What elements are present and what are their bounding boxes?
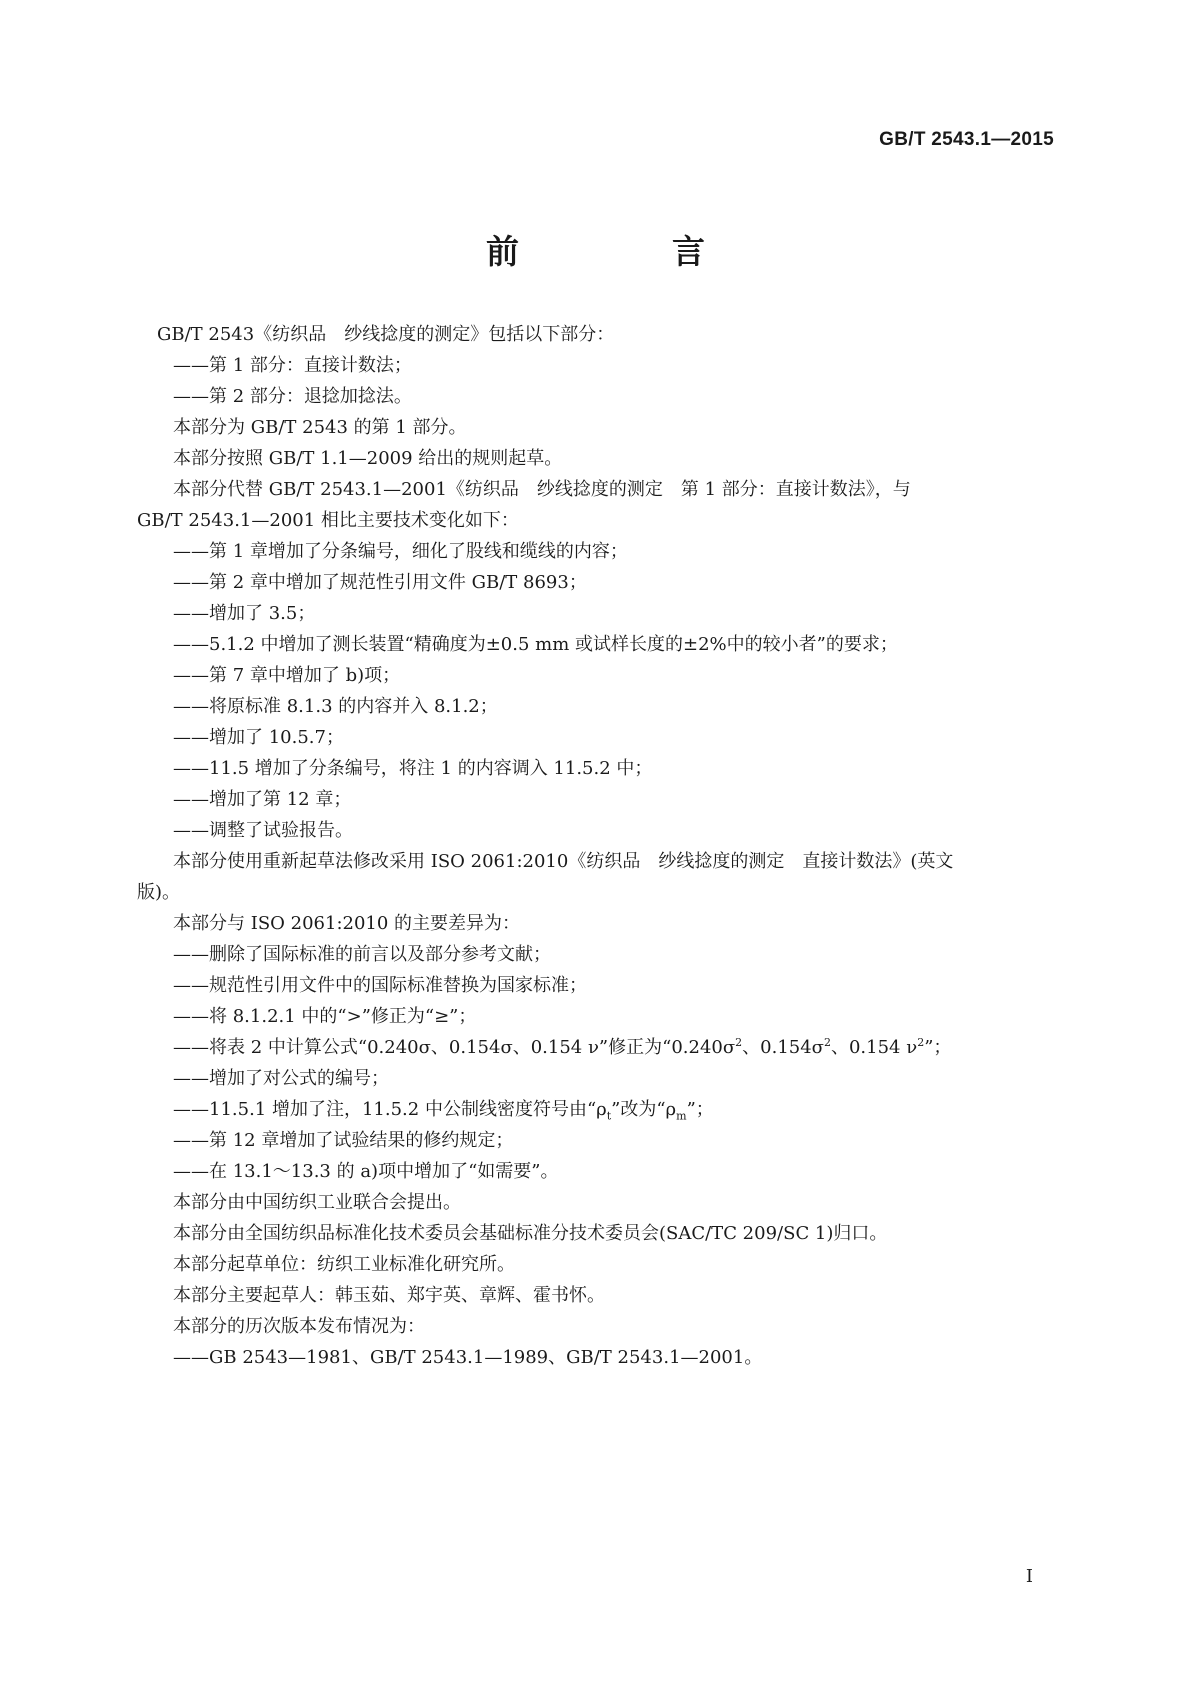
list-item: ——第 1 章增加了分条编号，细化了股线和缆线的内容； xyxy=(173,541,628,562)
paragraph: 本部分由中国纺织工业联合会提出。 xyxy=(173,1192,461,1213)
superscript: 2 xyxy=(735,1036,743,1049)
symbol-text: ——11.5.1 增加了注，11.5.2 中公制线密度符号由“ρ xyxy=(173,1099,607,1120)
list-item: ——第 2 部分：退捻加捻法。 xyxy=(173,386,412,407)
paragraph: 本部分为 GB/T 2543 的第 1 部分。 xyxy=(173,417,467,438)
list-item: ——在 13.1～13.3 的 a)项中增加了“如需要”。 xyxy=(173,1161,559,1182)
list-item: ——增加了第 12 章； xyxy=(173,789,352,810)
page-title: 前 言 xyxy=(486,232,765,271)
paragraph: 本部分起草单位：纺织工业标准化研究所。 xyxy=(173,1254,515,1275)
standard-code: GB/T 2543.1—2015 xyxy=(879,129,1054,150)
list-item-symbol xyxy=(137,1094,1061,1125)
paragraph: 本部分代替 GB/T 2543.1—2001《纺织品 纱线捻度的测定 第 1 部分：直接计数法》，与 xyxy=(173,479,911,500)
list-item: ——第 1 部分：直接计数法； xyxy=(173,355,412,376)
list-item: ——第 12 章增加了试验结果的修约规定； xyxy=(173,1130,514,1151)
list-item: ——5.1.2 中增加了测长装置“精确度为±0.5 mm 或试样长度的±2%中的较小者”的要求； xyxy=(173,634,898,655)
list-item: ——增加了对公式的编号； xyxy=(173,1068,389,1089)
paragraph: 本部分使用重新起草法修改采用 ISO 2061:2010《纺织品 纱线捻度的测定 直接计数法》(英文 xyxy=(173,851,954,872)
list-item: ——将 8.1.2.1 中的“>”修正为“≥”； xyxy=(173,1006,477,1027)
subscript: t xyxy=(606,1109,612,1123)
foreword-body xyxy=(137,319,1061,1373)
superscript: 2 xyxy=(823,1036,831,1049)
list-item: ——11.5 增加了分条编号，将注 1 的内容调入 11.5.2 中； xyxy=(173,758,653,779)
list-item: ——第 7 章中增加了 b)项； xyxy=(173,665,401,686)
list-item: ——第 2 章中增加了规范性引用文件 GB/T 8693； xyxy=(173,572,587,593)
paragraph: 本部分由全国纺织品标准化技术委员会基础标准分技术委员会(SAC/TC 209/SC 1)归口。 xyxy=(173,1223,888,1244)
list-item: ——增加了 10.5.7； xyxy=(173,727,344,748)
list-item: ——删除了国际标准的前言以及部分参考文献； xyxy=(173,944,551,965)
list-item: ——增加了 3.5； xyxy=(173,603,316,624)
list-item: ——GB 2543—1981、GB/T 2543.1—1989、GB/T 2543.1—2001。 xyxy=(173,1347,763,1368)
list-item: ——规范性引用文件中的国际标准替换为国家标准； xyxy=(173,975,587,996)
superscript: 2 xyxy=(917,1036,925,1049)
paragraph-continuation: GB/T 2543.1—2001 相比主要技术变化如下： xyxy=(137,510,519,531)
paragraph: 本部分的历次版本发布情况为： xyxy=(173,1316,425,1337)
formula-text: 、0.154σ xyxy=(742,1037,824,1058)
list-item: ——调整了试验报告。 xyxy=(173,820,353,841)
page-number: I xyxy=(1025,1566,1033,1587)
list-item: ——将原标准 8.1.3 的内容并入 8.1.2； xyxy=(173,696,498,717)
paragraph: 本部分主要起草人：韩玉茹、郑宇英、章辉、霍书怀。 xyxy=(173,1285,605,1306)
symbol-text: ”； xyxy=(686,1099,714,1120)
subscript: m xyxy=(676,1109,687,1123)
formula-text: ——将表 2 中计算公式“0.240σ、0.154σ、0.154 ν”修正为“0.240σ xyxy=(173,1037,736,1058)
paragraph: 本部分按照 GB/T 1.1—2009 给出的规则起草。 xyxy=(173,448,563,469)
formula-text: 、0.154 ν xyxy=(830,1037,918,1058)
list-item-formula xyxy=(137,1032,1061,1063)
paragraph-continuation: 版)。 xyxy=(137,882,181,903)
symbol-text: ”改为“ρ xyxy=(611,1099,677,1120)
formula-text: ”； xyxy=(924,1037,952,1058)
paragraph: 本部分与 ISO 2061:2010 的主要差异为： xyxy=(173,913,521,934)
paragraph: GB/T 2543《纺织品 纱线捻度的测定》包括以下部分： xyxy=(157,324,615,345)
